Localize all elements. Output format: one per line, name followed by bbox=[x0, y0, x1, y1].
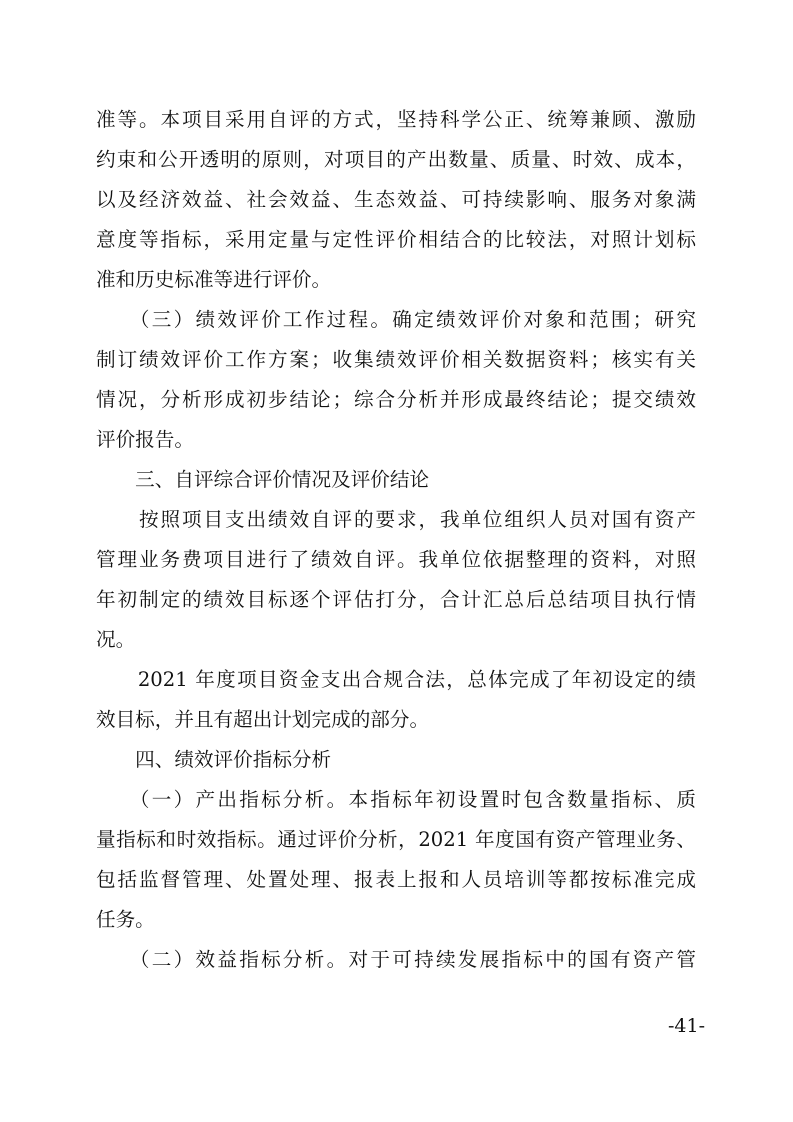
text-line: （三）绩效评价工作过程。确定绩效评价对象和范围；研究 bbox=[96, 308, 696, 331]
section-heading: 四、绩效评价指标分析 bbox=[96, 748, 332, 771]
text-line: 约束和公开透明的原则，对项目的产出数量、质量、时效、成本， bbox=[96, 148, 696, 171]
text-line: （二）效益指标分析。对于可持续发展指标中的国有资产管 bbox=[96, 948, 696, 971]
page-number: -41- bbox=[667, 1015, 705, 1037]
text-line: 包括监督管理、处置处理、报表上报和人员培训等都按标准完成 bbox=[96, 868, 696, 891]
body-text bbox=[96, 100, 696, 980]
text-line: 任务。 bbox=[96, 908, 155, 931]
text-line: （一）产出指标分析。本指标年初设置时包含数量指标、质 bbox=[96, 788, 696, 811]
text-line: 况。 bbox=[96, 628, 136, 651]
text-line: 管理业务费项目进行了绩效自评。我单位依据整理的资料，对照 bbox=[96, 548, 696, 571]
section-heading: 三、自评综合评价情况及评价结论 bbox=[96, 468, 430, 491]
text-line: 年初制定的绩效目标逐个评估打分，合计汇总后总结项目执行情 bbox=[96, 588, 696, 611]
text-line: 效目标，并且有超出计划完成的部分。 bbox=[96, 708, 430, 731]
text-line: 评价报告。 bbox=[96, 428, 194, 451]
text-line: 按照项目支出绩效自评的要求，我单位组织人员对国有资产 bbox=[96, 508, 696, 531]
text-line: 情况，分析形成初步结论；综合分析并形成最终结论；提交绩效 bbox=[96, 388, 696, 411]
text-line: 制订绩效评价工作方案；收集绩效评价相关数据资料；核实有关 bbox=[96, 348, 696, 371]
text-line: 准等。本项目采用自评的方式，坚持科学公正、统筹兼顾、激励 bbox=[96, 108, 696, 131]
text-line: 2021 年度项目资金支出合规合法，总体完成了年初设定的绩 bbox=[96, 668, 696, 691]
text-line: 意度等指标，采用定量与定性评价相结合的比较法，对照计划标 bbox=[96, 228, 696, 251]
text-line: 以及经济效益、社会效益、生态效益、可持续影响、服务对象满 bbox=[96, 188, 696, 211]
text-line: 量指标和时效指标。通过评价分析，2021 年度国有资产管理业务、 bbox=[96, 828, 696, 851]
text-line: 准和历史标准等进行评价。 bbox=[96, 268, 332, 291]
